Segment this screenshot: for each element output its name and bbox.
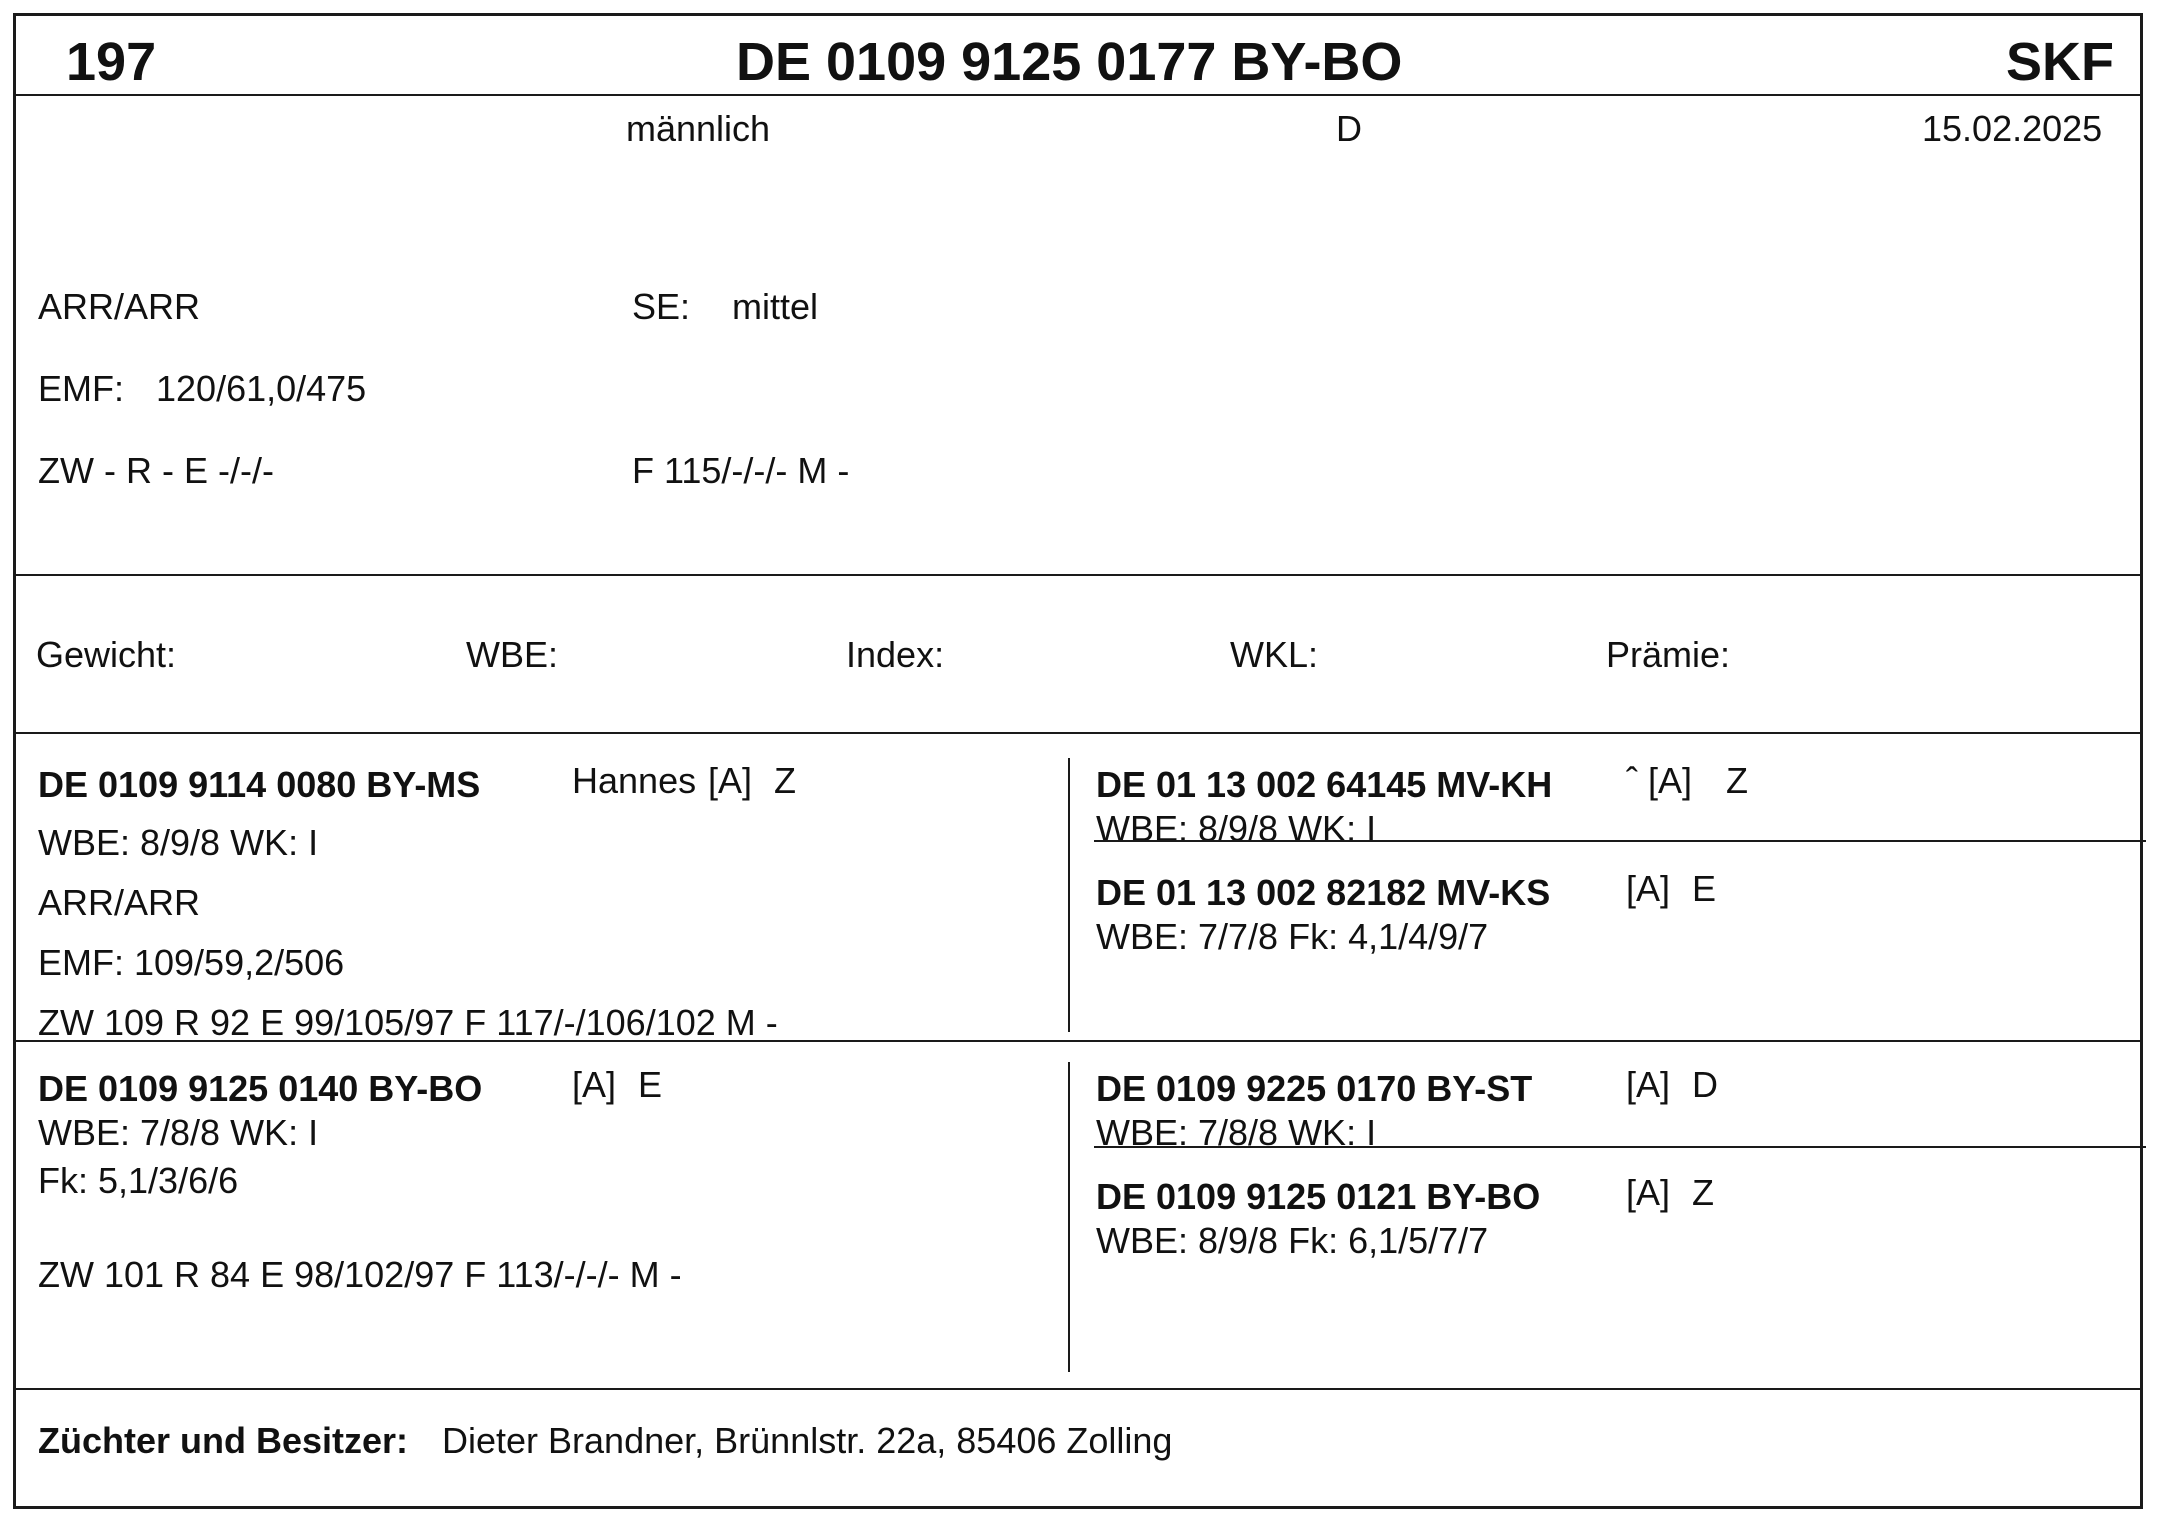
sire-dam-wbe: WBE: 7/7/8 Fk: 4,1/4/9/7: [1096, 916, 1489, 957]
breeder-value: Dieter Brandner, Brünnlstr. 22a, 85406 Zolling: [442, 1420, 1173, 1461]
breed-code: SKF: [2006, 32, 2114, 92]
sire-genotype: ARR/ARR: [38, 882, 201, 923]
wbe-label: WBE:: [466, 634, 559, 675]
dam-zw: ZW 101 R 84 E 98/102/97 F 113/-/-/- M -: [38, 1254, 682, 1295]
emf-label: EMF:: [38, 368, 124, 409]
sire-emf: EMF: 109/59,2/506: [38, 942, 345, 983]
sire-tag: [A]: [708, 760, 753, 801]
genotype: ARR/ARR: [38, 286, 201, 327]
sire-id: DE 0109 9114 0080 BY-MS: [38, 764, 481, 805]
dam-dam-grade: Z: [1692, 1172, 1714, 1213]
sire-grade: Z: [774, 760, 796, 801]
dam-grade: E: [638, 1064, 663, 1105]
dam-wbe: WBE: 7/8/8 WK: I: [38, 1112, 319, 1153]
dam-dam-tag: [A]: [1626, 1172, 1671, 1213]
sire-dam-id: DE 01 13 002 82182 MV-KS: [1096, 872, 1551, 913]
dam-sire-id: DE 0109 9225 0170 BY-ST: [1096, 1068, 1533, 1109]
sire-parents-divider: [1094, 840, 2146, 842]
dam-dam-id: DE 0109 9125 0121 BY-BO: [1096, 1176, 1541, 1217]
sire-sire-tag: ˆ [A]: [1626, 760, 1693, 801]
weight-label: Gewicht:: [36, 634, 177, 675]
info-divider: [16, 574, 2140, 576]
sire-wbe: WBE: 8/9/8 WK: I: [38, 822, 319, 863]
sire-name: Hannes: [572, 760, 697, 801]
emf-value: 120/61,0/475: [156, 368, 367, 409]
wkl-label: WKL:: [1230, 634, 1319, 675]
pedigree-card: [13, 13, 2143, 1509]
catalog-number: 197: [66, 32, 157, 92]
dam-fk: Fk: 5,1/3/6/6: [38, 1160, 239, 1201]
animal-id: DE 0109 9125 0177 BY-BO: [736, 32, 1403, 92]
se-value: mittel: [732, 286, 819, 327]
sire-zw: ZW 109 R 92 E 99/105/97 F 117/-/106/102 M -: [38, 1002, 778, 1043]
dam-column-divider: [1068, 1062, 1070, 1372]
sire-dam-tag: [A]: [1626, 868, 1671, 909]
footer-divider: [16, 1388, 2140, 1390]
dam-tag: [A]: [572, 1064, 617, 1105]
sire-sire-wbe: WBE: 8/9/8 WK: I: [1096, 808, 1377, 849]
f-line: F 115/-/-/- M -: [632, 450, 850, 491]
metrics-divider: [16, 732, 2140, 734]
dam-id: DE 0109 9125 0140 BY-BO: [38, 1068, 483, 1109]
header-divider: [16, 94, 2140, 96]
dam-sire-tag: [A]: [1626, 1064, 1671, 1105]
date: 15.02.2025: [1922, 108, 2103, 149]
sire-dam-section-divider: [16, 1040, 2140, 1042]
dam-sire-grade: D: [1692, 1064, 1718, 1105]
se-label: SE:: [632, 286, 691, 327]
grade-code: D: [1336, 108, 1362, 149]
dam-dam-wbe: WBE: 8/9/8 Fk: 6,1/5/7/7: [1096, 1220, 1489, 1261]
sex: männlich: [626, 108, 771, 149]
zw-line: ZW - R - E -/-/-: [38, 450, 274, 491]
sire-sire-grade: Z: [1726, 760, 1748, 801]
sire-sire-id: DE 01 13 002 64145 MV-KH: [1096, 764, 1553, 805]
sire-dam-grade: E: [1692, 868, 1717, 909]
breeder-label: Züchter und Besitzer:: [38, 1420, 409, 1461]
sire-column-divider: [1068, 758, 1070, 1032]
dam-sire-wbe: WBE: 7/8/8 WK: I: [1096, 1112, 1377, 1153]
index-label: Index:: [846, 634, 945, 675]
praemie-label: Prämie:: [1606, 634, 1731, 675]
dam-parents-divider: [1094, 1146, 2146, 1148]
